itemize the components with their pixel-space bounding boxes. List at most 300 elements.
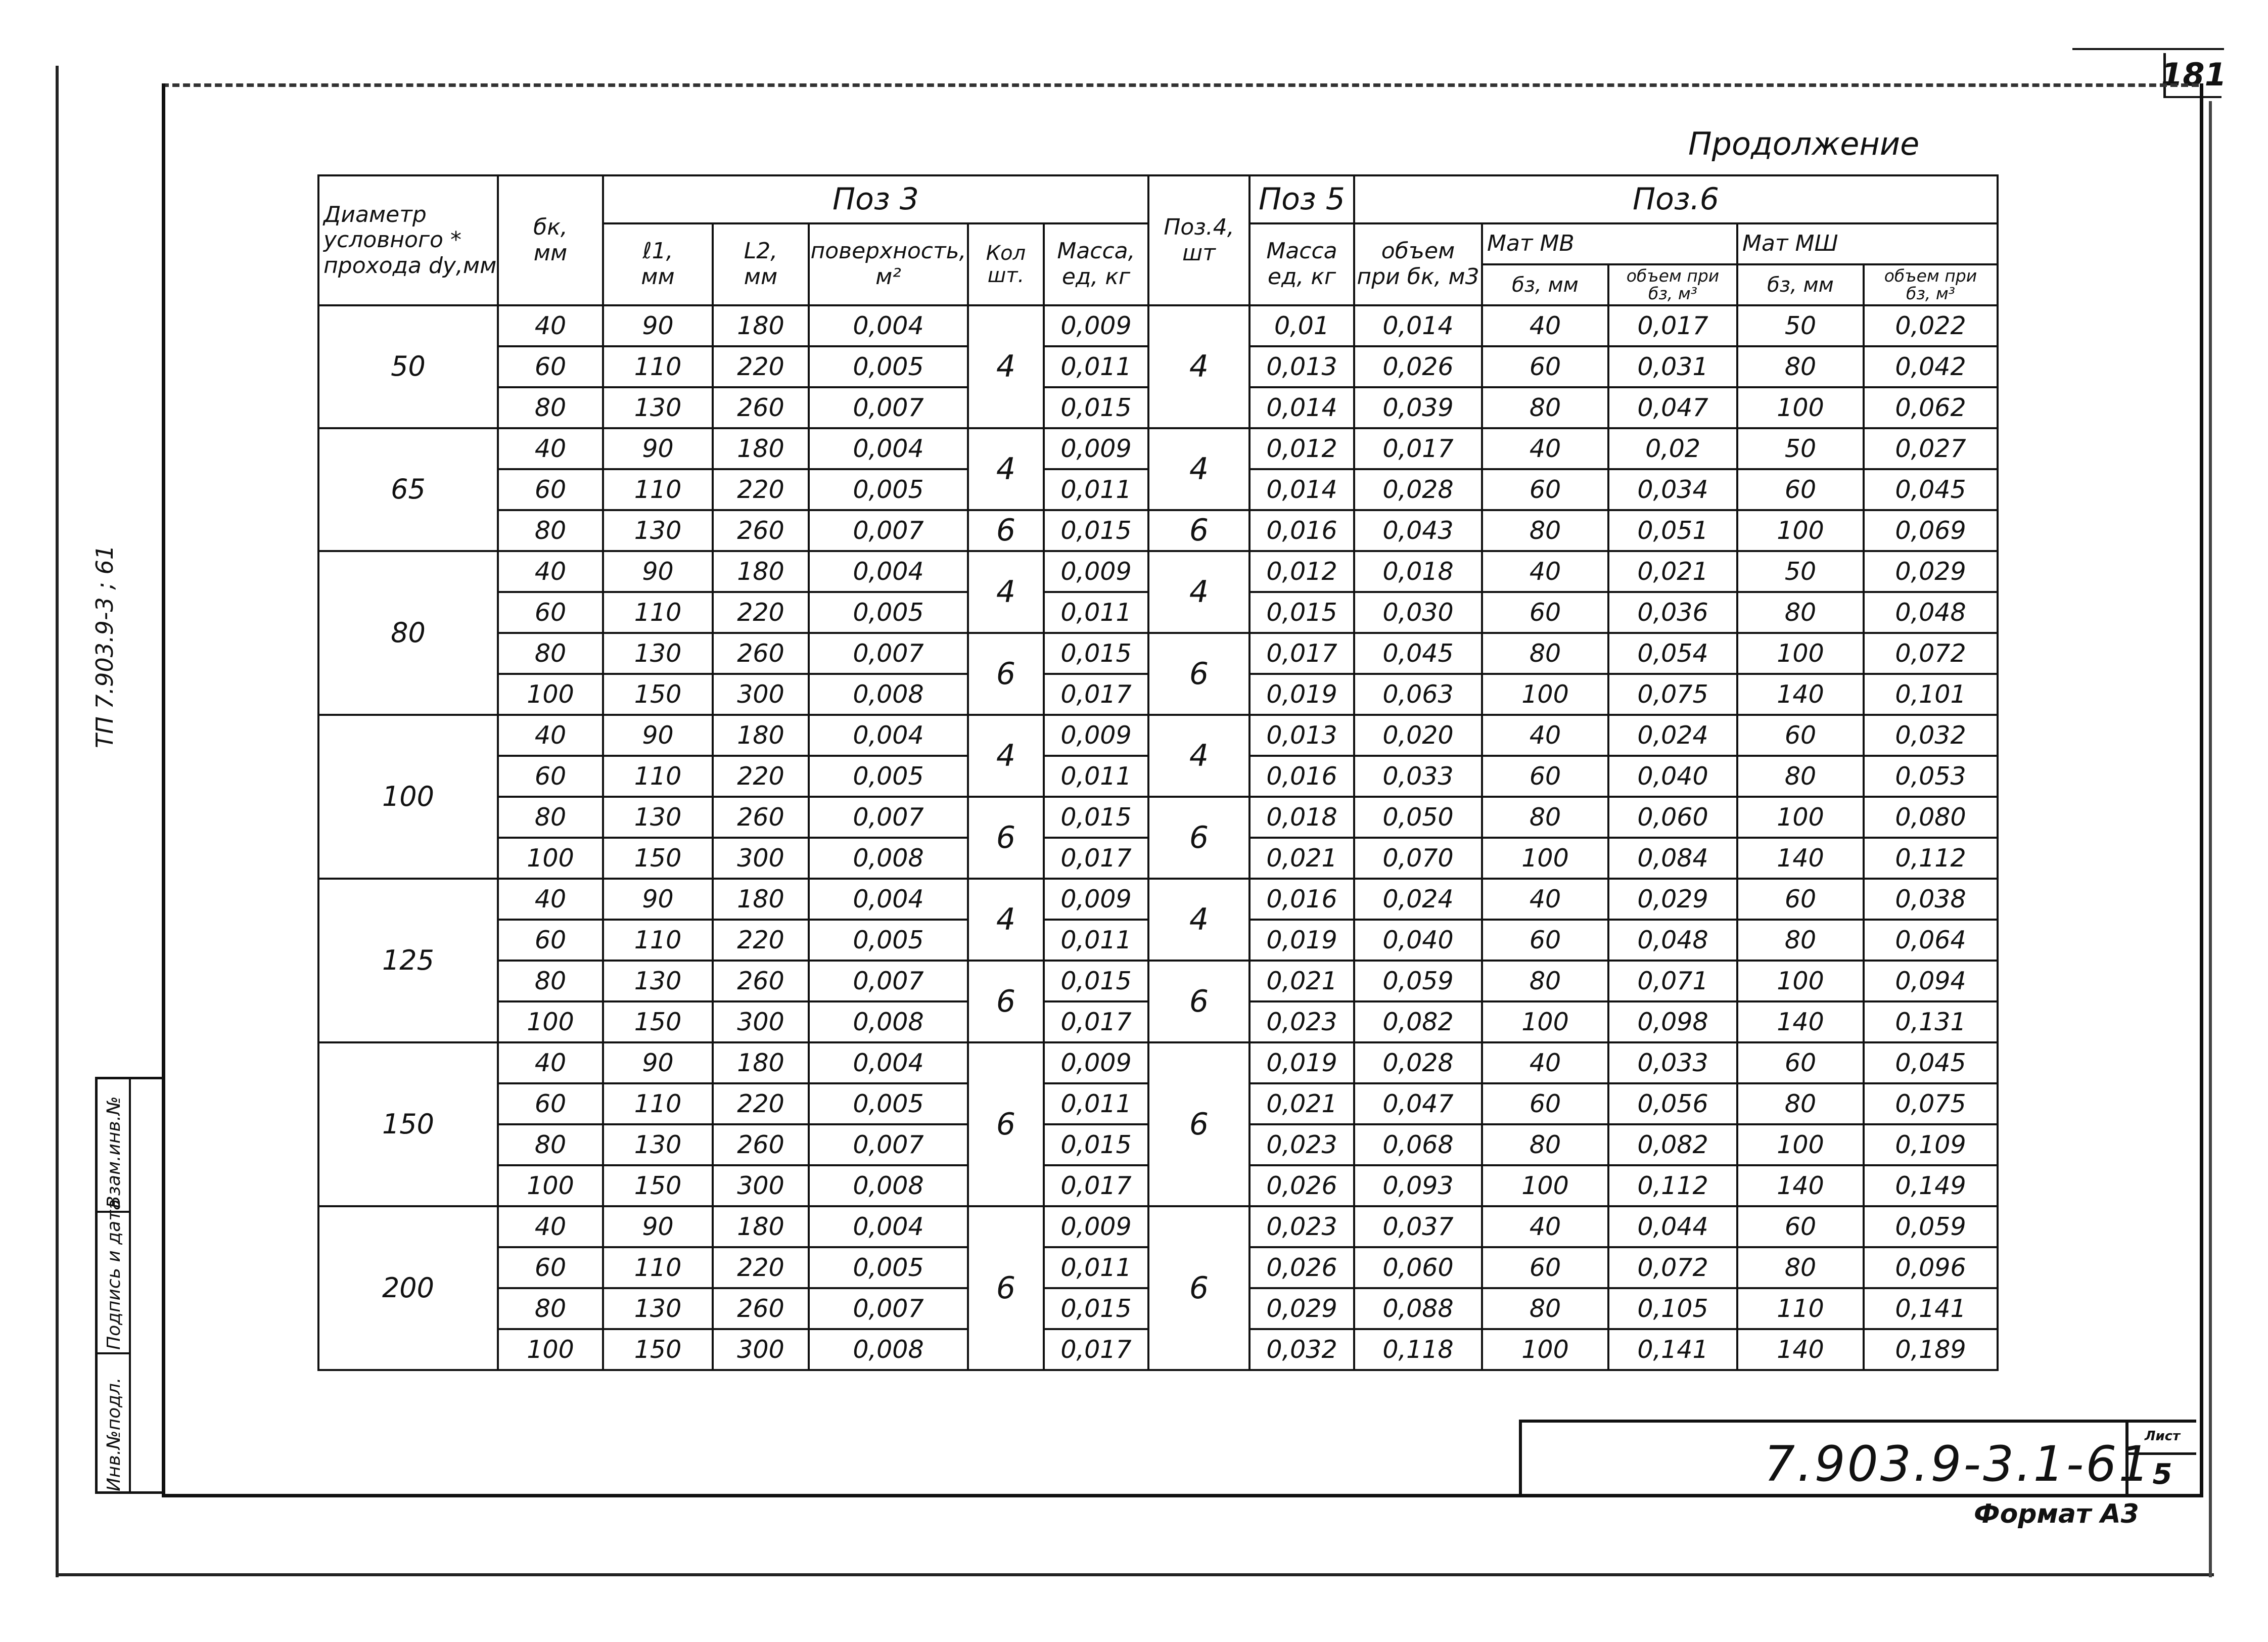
cell-l1: 130 xyxy=(603,1288,713,1329)
cell-msh-volume: 0,069 xyxy=(1864,510,1998,551)
cell-l2: 180 xyxy=(713,1206,809,1247)
cell-msh-b: 60 xyxy=(1737,879,1864,920)
cell-qty: 4 xyxy=(968,715,1044,797)
cell-mv-volume: 0,040 xyxy=(1608,756,1737,797)
cell-qty: 4 xyxy=(968,551,1044,633)
cell-msh-volume: 0,072 xyxy=(1864,633,1998,674)
table-row xyxy=(318,510,1998,551)
sheet-box xyxy=(2125,1420,2196,1494)
cell-surface: 0,007 xyxy=(809,510,968,551)
cell-mv-b: 40 xyxy=(1482,879,1608,920)
cell-mass5: 0,014 xyxy=(1249,469,1354,510)
cell-l1: 150 xyxy=(603,1329,713,1370)
header-mat-mv: Мат МВ xyxy=(1482,223,1737,264)
cell-msh-b: 80 xyxy=(1737,592,1864,633)
cell-l1: 90 xyxy=(603,1206,713,1247)
cell-l1: 130 xyxy=(603,387,713,428)
cell-mv-volume: 0,047 xyxy=(1608,387,1737,428)
cell-mass5: 0,016 xyxy=(1249,756,1354,797)
cell-volume: 0,063 xyxy=(1354,674,1482,715)
cell-bk: 60 xyxy=(498,592,603,633)
cell-l1: 110 xyxy=(603,346,713,387)
cell-msh-volume: 0,032 xyxy=(1864,715,1998,756)
cell-l1: 90 xyxy=(603,305,713,346)
cell-mv-b: 100 xyxy=(1482,1165,1608,1206)
header-qty: Кол шт. xyxy=(968,223,1044,305)
cell-l1: 150 xyxy=(603,1165,713,1206)
table-row xyxy=(318,797,1998,838)
cell-l1: 150 xyxy=(603,1001,713,1042)
cell-msh-b: 110 xyxy=(1737,1288,1864,1329)
cell-mass3: 0,009 xyxy=(1044,1206,1148,1247)
cell-volume: 0,039 xyxy=(1354,387,1482,428)
cell-mass3: 0,017 xyxy=(1044,1329,1148,1370)
cell-mass3: 0,015 xyxy=(1044,510,1148,551)
cell-mass3: 0,011 xyxy=(1044,756,1148,797)
cell-mass5: 0,032 xyxy=(1249,1329,1354,1370)
cell-bk: 80 xyxy=(498,510,603,551)
cell-l1: 90 xyxy=(603,1042,713,1083)
table-row xyxy=(318,551,1998,592)
cell-surface: 0,007 xyxy=(809,797,968,838)
cell-bk: 80 xyxy=(498,797,603,838)
cell-mass3: 0,009 xyxy=(1044,1042,1148,1083)
cell-mv-volume: 0,034 xyxy=(1608,469,1737,510)
cell-bk: 80 xyxy=(498,1124,603,1165)
cell-surface: 0,008 xyxy=(809,1001,968,1042)
cell-volume: 0,045 xyxy=(1354,633,1482,674)
cell-msh-b: 100 xyxy=(1737,387,1864,428)
cell-mv-b: 40 xyxy=(1482,428,1608,469)
table-row xyxy=(318,1042,1998,1083)
cell-pos4: 4 xyxy=(1148,551,1249,633)
cell-msh-b: 100 xyxy=(1737,1124,1864,1165)
cell-msh-volume: 0,029 xyxy=(1864,551,1998,592)
cell-volume: 0,047 xyxy=(1354,1083,1482,1124)
cell-mv-volume: 0,112 xyxy=(1608,1165,1737,1206)
cell-mv-b: 80 xyxy=(1482,961,1608,1001)
cell-mv-b: 40 xyxy=(1482,715,1608,756)
cell-mv-volume: 0,056 xyxy=(1608,1083,1737,1124)
cell-bk: 100 xyxy=(498,674,603,715)
header-pos3: Поз 3 xyxy=(603,175,1148,223)
cell-volume: 0,026 xyxy=(1354,346,1482,387)
cell-pos4: 4 xyxy=(1148,715,1249,797)
cell-l1: 130 xyxy=(603,797,713,838)
table-row xyxy=(318,428,1998,469)
cell-l2: 300 xyxy=(713,1165,809,1206)
cell-bk: 100 xyxy=(498,838,603,879)
cell-l2: 220 xyxy=(713,1247,809,1288)
side-stamp xyxy=(95,1077,165,1494)
cell-surface: 0,007 xyxy=(809,961,968,1001)
cell-l2: 180 xyxy=(713,715,809,756)
cell-msh-b: 60 xyxy=(1737,1206,1864,1247)
cell-surface: 0,005 xyxy=(809,469,968,510)
cell-mass3: 0,015 xyxy=(1044,1124,1148,1165)
cell-mass5: 0,014 xyxy=(1249,387,1354,428)
cell-qty: 6 xyxy=(968,1206,1044,1370)
cell-msh-b: 140 xyxy=(1737,838,1864,879)
side-designation: ТП 7.903.9-3 ; 61 xyxy=(91,544,118,748)
cell-surface: 0,004 xyxy=(809,715,968,756)
cell-surface: 0,008 xyxy=(809,838,968,879)
cell-bk: 60 xyxy=(498,1247,603,1288)
header-volume: объем при бк, м3 xyxy=(1354,223,1482,305)
cell-l1: 110 xyxy=(603,592,713,633)
header-pos4: Поз.4, шт xyxy=(1148,175,1249,305)
format-label: Формат А3 xyxy=(1974,1499,2139,1529)
cell-l2: 220 xyxy=(713,592,809,633)
cell-msh-volume: 0,109 xyxy=(1864,1124,1998,1165)
cell-mv-volume: 0,082 xyxy=(1608,1124,1737,1165)
cell-l2: 300 xyxy=(713,674,809,715)
cell-mass5: 0,019 xyxy=(1249,920,1354,961)
cell-volume: 0,018 xyxy=(1354,551,1482,592)
cell-dn: 80 xyxy=(318,551,498,715)
cell-msh-b: 80 xyxy=(1737,346,1864,387)
cell-l2: 260 xyxy=(713,510,809,551)
cell-pos4: 6 xyxy=(1148,797,1249,879)
header-surface: поверхность, м² xyxy=(809,223,968,305)
cell-msh-volume: 0,042 xyxy=(1864,346,1998,387)
cell-mv-volume: 0,105 xyxy=(1608,1288,1737,1329)
cell-msh-b: 80 xyxy=(1737,920,1864,961)
cell-mass3: 0,011 xyxy=(1044,346,1148,387)
cell-mv-b: 60 xyxy=(1482,920,1608,961)
cell-l2: 180 xyxy=(713,1042,809,1083)
cell-dn: 125 xyxy=(318,879,498,1042)
cell-mass5: 0,026 xyxy=(1249,1247,1354,1288)
cell-bk: 60 xyxy=(498,756,603,797)
cell-msh-volume: 0,075 xyxy=(1864,1083,1998,1124)
cell-bk: 100 xyxy=(498,1165,603,1206)
cell-l2: 220 xyxy=(713,1083,809,1124)
cell-l2: 180 xyxy=(713,551,809,592)
cell-mass3: 0,017 xyxy=(1044,838,1148,879)
cell-bk: 40 xyxy=(498,428,603,469)
cell-qty: 4 xyxy=(968,879,1044,961)
document-code: 7.903.9-3.1-61 xyxy=(1764,1436,2152,1492)
cell-qty: 6 xyxy=(968,510,1044,551)
header-l1: ℓ1, мм xyxy=(603,223,713,305)
cell-surface: 0,004 xyxy=(809,879,968,920)
cell-mass5: 0,016 xyxy=(1249,510,1354,551)
header-diameter: Диаметр условного * прохода dу,мм xyxy=(318,175,498,305)
cell-l1: 130 xyxy=(603,633,713,674)
cell-l2: 260 xyxy=(713,797,809,838)
stamp-inv-podl: Инв.№подл. xyxy=(104,1377,124,1491)
cell-qty: 6 xyxy=(968,633,1044,715)
cell-l2: 260 xyxy=(713,633,809,674)
cell-surface: 0,007 xyxy=(809,1288,968,1329)
cell-mass5: 0,029 xyxy=(1249,1288,1354,1329)
outer-border-right xyxy=(2209,101,2212,1577)
cell-mass3: 0,011 xyxy=(1044,592,1148,633)
cell-qty: 6 xyxy=(968,1042,1044,1206)
cell-l1: 90 xyxy=(603,551,713,592)
cell-l1: 90 xyxy=(603,715,713,756)
header-mass5: Масса ед, кг xyxy=(1249,223,1354,305)
cell-l2: 180 xyxy=(713,879,809,920)
cell-msh-b: 140 xyxy=(1737,1165,1864,1206)
cell-bk: 60 xyxy=(498,1083,603,1124)
cell-l2: 180 xyxy=(713,305,809,346)
cell-l2: 220 xyxy=(713,756,809,797)
cell-l2: 260 xyxy=(713,387,809,428)
cell-msh-volume: 0,101 xyxy=(1864,674,1998,715)
cell-msh-volume: 0,149 xyxy=(1864,1165,1998,1206)
top-edge-line xyxy=(2072,48,2224,50)
cell-mv-b: 80 xyxy=(1482,1124,1608,1165)
cell-bk: 80 xyxy=(498,387,603,428)
cell-l2: 220 xyxy=(713,469,809,510)
cell-mv-b: 80 xyxy=(1482,387,1608,428)
cell-bk: 80 xyxy=(498,961,603,1001)
cell-bk: 100 xyxy=(498,1001,603,1042)
cell-surface: 0,007 xyxy=(809,633,968,674)
cell-mv-volume: 0,072 xyxy=(1608,1247,1737,1288)
cell-msh-volume: 0,141 xyxy=(1864,1288,1998,1329)
cell-mv-b: 60 xyxy=(1482,469,1608,510)
cell-l2: 180 xyxy=(713,428,809,469)
header-mat-msh: Мат МШ xyxy=(1737,223,1998,264)
cell-surface: 0,004 xyxy=(809,1206,968,1247)
cell-volume: 0,014 xyxy=(1354,305,1482,346)
cell-mass5: 0,023 xyxy=(1249,1124,1354,1165)
cell-surface: 0,007 xyxy=(809,1124,968,1165)
cell-mass5: 0,018 xyxy=(1249,797,1354,838)
cell-bk: 40 xyxy=(498,1042,603,1083)
cell-l2: 300 xyxy=(713,1329,809,1370)
cell-surface: 0,008 xyxy=(809,1165,968,1206)
cell-mass3: 0,015 xyxy=(1044,797,1148,838)
cell-msh-b: 100 xyxy=(1737,961,1864,1001)
cell-pos4: 6 xyxy=(1148,510,1249,551)
cell-volume: 0,043 xyxy=(1354,510,1482,551)
cell-surface: 0,005 xyxy=(809,592,968,633)
cell-l2: 260 xyxy=(713,1288,809,1329)
cell-pos4: 6 xyxy=(1148,633,1249,715)
cell-volume: 0,070 xyxy=(1354,838,1482,879)
cell-volume: 0,059 xyxy=(1354,961,1482,1001)
cell-msh-b: 100 xyxy=(1737,633,1864,674)
cell-mv-volume: 0,017 xyxy=(1608,305,1737,346)
cell-mass3: 0,011 xyxy=(1044,1247,1148,1288)
cell-mv-volume: 0,044 xyxy=(1608,1206,1737,1247)
cell-mv-volume: 0,141 xyxy=(1608,1329,1737,1370)
cell-mv-b: 80 xyxy=(1482,797,1608,838)
cell-mass3: 0,015 xyxy=(1044,961,1148,1001)
cell-mass5: 0,019 xyxy=(1249,674,1354,715)
cell-l1: 110 xyxy=(603,469,713,510)
cell-mv-volume: 0,033 xyxy=(1608,1042,1737,1083)
cell-mv-b: 60 xyxy=(1482,592,1608,633)
cell-volume: 0,028 xyxy=(1354,469,1482,510)
cell-mass3: 0,015 xyxy=(1044,633,1148,674)
cell-mass5: 0,023 xyxy=(1249,1206,1354,1247)
cell-qty: 4 xyxy=(968,428,1044,510)
table-row xyxy=(318,715,1998,756)
cell-msh-volume: 0,045 xyxy=(1864,1042,1998,1083)
cell-pos4: 4 xyxy=(1148,879,1249,961)
cell-l1: 110 xyxy=(603,756,713,797)
cell-mv-b: 60 xyxy=(1482,1247,1608,1288)
cell-mass5: 0,015 xyxy=(1249,592,1354,633)
cell-mass5: 0,013 xyxy=(1249,715,1354,756)
cell-pos4: 4 xyxy=(1148,428,1249,510)
cell-mv-volume: 0,048 xyxy=(1608,920,1737,961)
stamp-divider xyxy=(98,1352,129,1354)
cell-l1: 110 xyxy=(603,1083,713,1124)
cell-bk: 100 xyxy=(498,1329,603,1370)
cell-mv-b: 80 xyxy=(1482,1288,1608,1329)
cell-volume: 0,028 xyxy=(1354,1042,1482,1083)
cell-msh-b: 80 xyxy=(1737,756,1864,797)
cell-mass5: 0,019 xyxy=(1249,1042,1354,1083)
cell-volume: 0,020 xyxy=(1354,715,1482,756)
cell-mass5: 0,023 xyxy=(1249,1001,1354,1042)
cell-mass3: 0,011 xyxy=(1044,920,1148,961)
header-mv-b: бз, мм xyxy=(1482,264,1608,305)
cell-bk: 40 xyxy=(498,715,603,756)
cell-msh-volume: 0,094 xyxy=(1864,961,1998,1001)
cell-surface: 0,005 xyxy=(809,1247,968,1288)
cell-surface: 0,005 xyxy=(809,346,968,387)
cell-mv-volume: 0,029 xyxy=(1608,879,1737,920)
table-row xyxy=(318,879,1998,920)
cell-mv-b: 80 xyxy=(1482,633,1608,674)
outer-border-left xyxy=(56,66,59,1577)
cell-qty: 6 xyxy=(968,797,1044,879)
cell-mv-volume: 0,075 xyxy=(1608,674,1737,715)
header-bk: бк, мм xyxy=(498,175,603,305)
outer-border-bottom xyxy=(56,1573,2214,1576)
cell-msh-volume: 0,022 xyxy=(1864,305,1998,346)
header-mv-volume: объем при бз, м³ xyxy=(1608,264,1737,305)
cell-dn: 65 xyxy=(318,428,498,551)
cell-mv-b: 100 xyxy=(1482,1329,1608,1370)
table-row xyxy=(318,961,1998,1001)
cell-mass3: 0,017 xyxy=(1044,674,1148,715)
cell-mv-b: 60 xyxy=(1482,1083,1608,1124)
cell-mass3: 0,017 xyxy=(1044,1165,1148,1206)
cell-surface: 0,004 xyxy=(809,305,968,346)
cell-msh-volume: 0,045 xyxy=(1864,469,1998,510)
cell-msh-volume: 0,064 xyxy=(1864,920,1998,961)
cell-mass5: 0,01 xyxy=(1249,305,1354,346)
cell-l2: 260 xyxy=(713,1124,809,1165)
stamp-vzam-inv: Взам.инв.№ xyxy=(104,1096,124,1208)
cell-mass5: 0,021 xyxy=(1249,838,1354,879)
cell-mass5: 0,013 xyxy=(1249,346,1354,387)
cell-l1: 110 xyxy=(603,1247,713,1288)
cell-msh-b: 50 xyxy=(1737,428,1864,469)
cell-mv-volume: 0,021 xyxy=(1608,551,1737,592)
cell-msh-b: 140 xyxy=(1737,1329,1864,1370)
header-mass3: Масса, ед, кг xyxy=(1044,223,1148,305)
cell-bk: 80 xyxy=(498,1288,603,1329)
cell-bk: 60 xyxy=(498,346,603,387)
cell-surface: 0,005 xyxy=(809,1083,968,1124)
cell-msh-b: 50 xyxy=(1737,305,1864,346)
cell-mass3: 0,009 xyxy=(1044,715,1148,756)
cell-msh-volume: 0,112 xyxy=(1864,838,1998,879)
cell-mass5: 0,012 xyxy=(1249,428,1354,469)
cell-qty: 4 xyxy=(968,305,1044,428)
cell-msh-volume: 0,062 xyxy=(1864,387,1998,428)
cell-msh-volume: 0,027 xyxy=(1864,428,1998,469)
sheet-number: 5 xyxy=(2152,1458,2172,1491)
cell-l2: 220 xyxy=(713,920,809,961)
cell-mv-volume: 0,02 xyxy=(1608,428,1737,469)
cell-mv-volume: 0,024 xyxy=(1608,715,1737,756)
header-msh-b: бз, мм xyxy=(1737,264,1864,305)
cell-surface: 0,008 xyxy=(809,1329,968,1370)
cell-mv-volume: 0,098 xyxy=(1608,1001,1737,1042)
cell-volume: 0,050 xyxy=(1354,797,1482,838)
cell-bk: 40 xyxy=(498,305,603,346)
cell-l1: 130 xyxy=(603,510,713,551)
cell-volume: 0,060 xyxy=(1354,1247,1482,1288)
cell-volume: 0,082 xyxy=(1354,1001,1482,1042)
cell-volume: 0,024 xyxy=(1354,879,1482,920)
cell-msh-volume: 0,131 xyxy=(1864,1001,1998,1042)
cell-mass3: 0,015 xyxy=(1044,387,1148,428)
cell-msh-b: 60 xyxy=(1737,469,1864,510)
cell-pos4: 4 xyxy=(1148,305,1249,428)
cell-mv-b: 40 xyxy=(1482,1206,1608,1247)
cell-msh-volume: 0,080 xyxy=(1864,797,1998,838)
cell-msh-b: 50 xyxy=(1737,551,1864,592)
cell-msh-b: 140 xyxy=(1737,1001,1864,1042)
cell-pos4: 6 xyxy=(1148,1206,1249,1370)
cell-mass5: 0,012 xyxy=(1249,551,1354,592)
cell-l1: 90 xyxy=(603,428,713,469)
cell-mass5: 0,026 xyxy=(1249,1165,1354,1206)
cell-l1: 130 xyxy=(603,1124,713,1165)
sheet-label: Лист xyxy=(2128,1420,2196,1455)
cell-mv-b: 100 xyxy=(1482,1001,1608,1042)
cell-mv-volume: 0,084 xyxy=(1608,838,1737,879)
cell-bk: 40 xyxy=(498,879,603,920)
cell-msh-volume: 0,048 xyxy=(1864,592,1998,633)
cell-msh-volume: 0,059 xyxy=(1864,1206,1998,1247)
cell-bk: 80 xyxy=(498,633,603,674)
cell-bk: 40 xyxy=(498,1206,603,1247)
header-pos5: Поз 5 xyxy=(1249,175,1354,223)
cell-mv-volume: 0,031 xyxy=(1608,346,1737,387)
cell-mass3: 0,009 xyxy=(1044,428,1148,469)
cell-bk: 40 xyxy=(498,551,603,592)
cell-msh-b: 80 xyxy=(1737,1083,1864,1124)
cell-bk: 60 xyxy=(498,920,603,961)
table-row xyxy=(318,633,1998,674)
continued-label: Продолжение xyxy=(1688,125,1920,162)
cell-mv-volume: 0,036 xyxy=(1608,592,1737,633)
cell-volume: 0,118 xyxy=(1354,1329,1482,1370)
cell-l1: 90 xyxy=(603,879,713,920)
cell-msh-b: 80 xyxy=(1737,1247,1864,1288)
cell-l2: 220 xyxy=(713,346,809,387)
cell-volume: 0,093 xyxy=(1354,1165,1482,1206)
cell-mass5: 0,021 xyxy=(1249,961,1354,1001)
cell-mass3: 0,011 xyxy=(1044,469,1148,510)
cell-volume: 0,037 xyxy=(1354,1206,1482,1247)
cell-dn: 150 xyxy=(318,1042,498,1206)
header-msh-volume: объем при бз, м³ xyxy=(1864,264,1998,305)
cell-qty: 6 xyxy=(968,961,1044,1042)
